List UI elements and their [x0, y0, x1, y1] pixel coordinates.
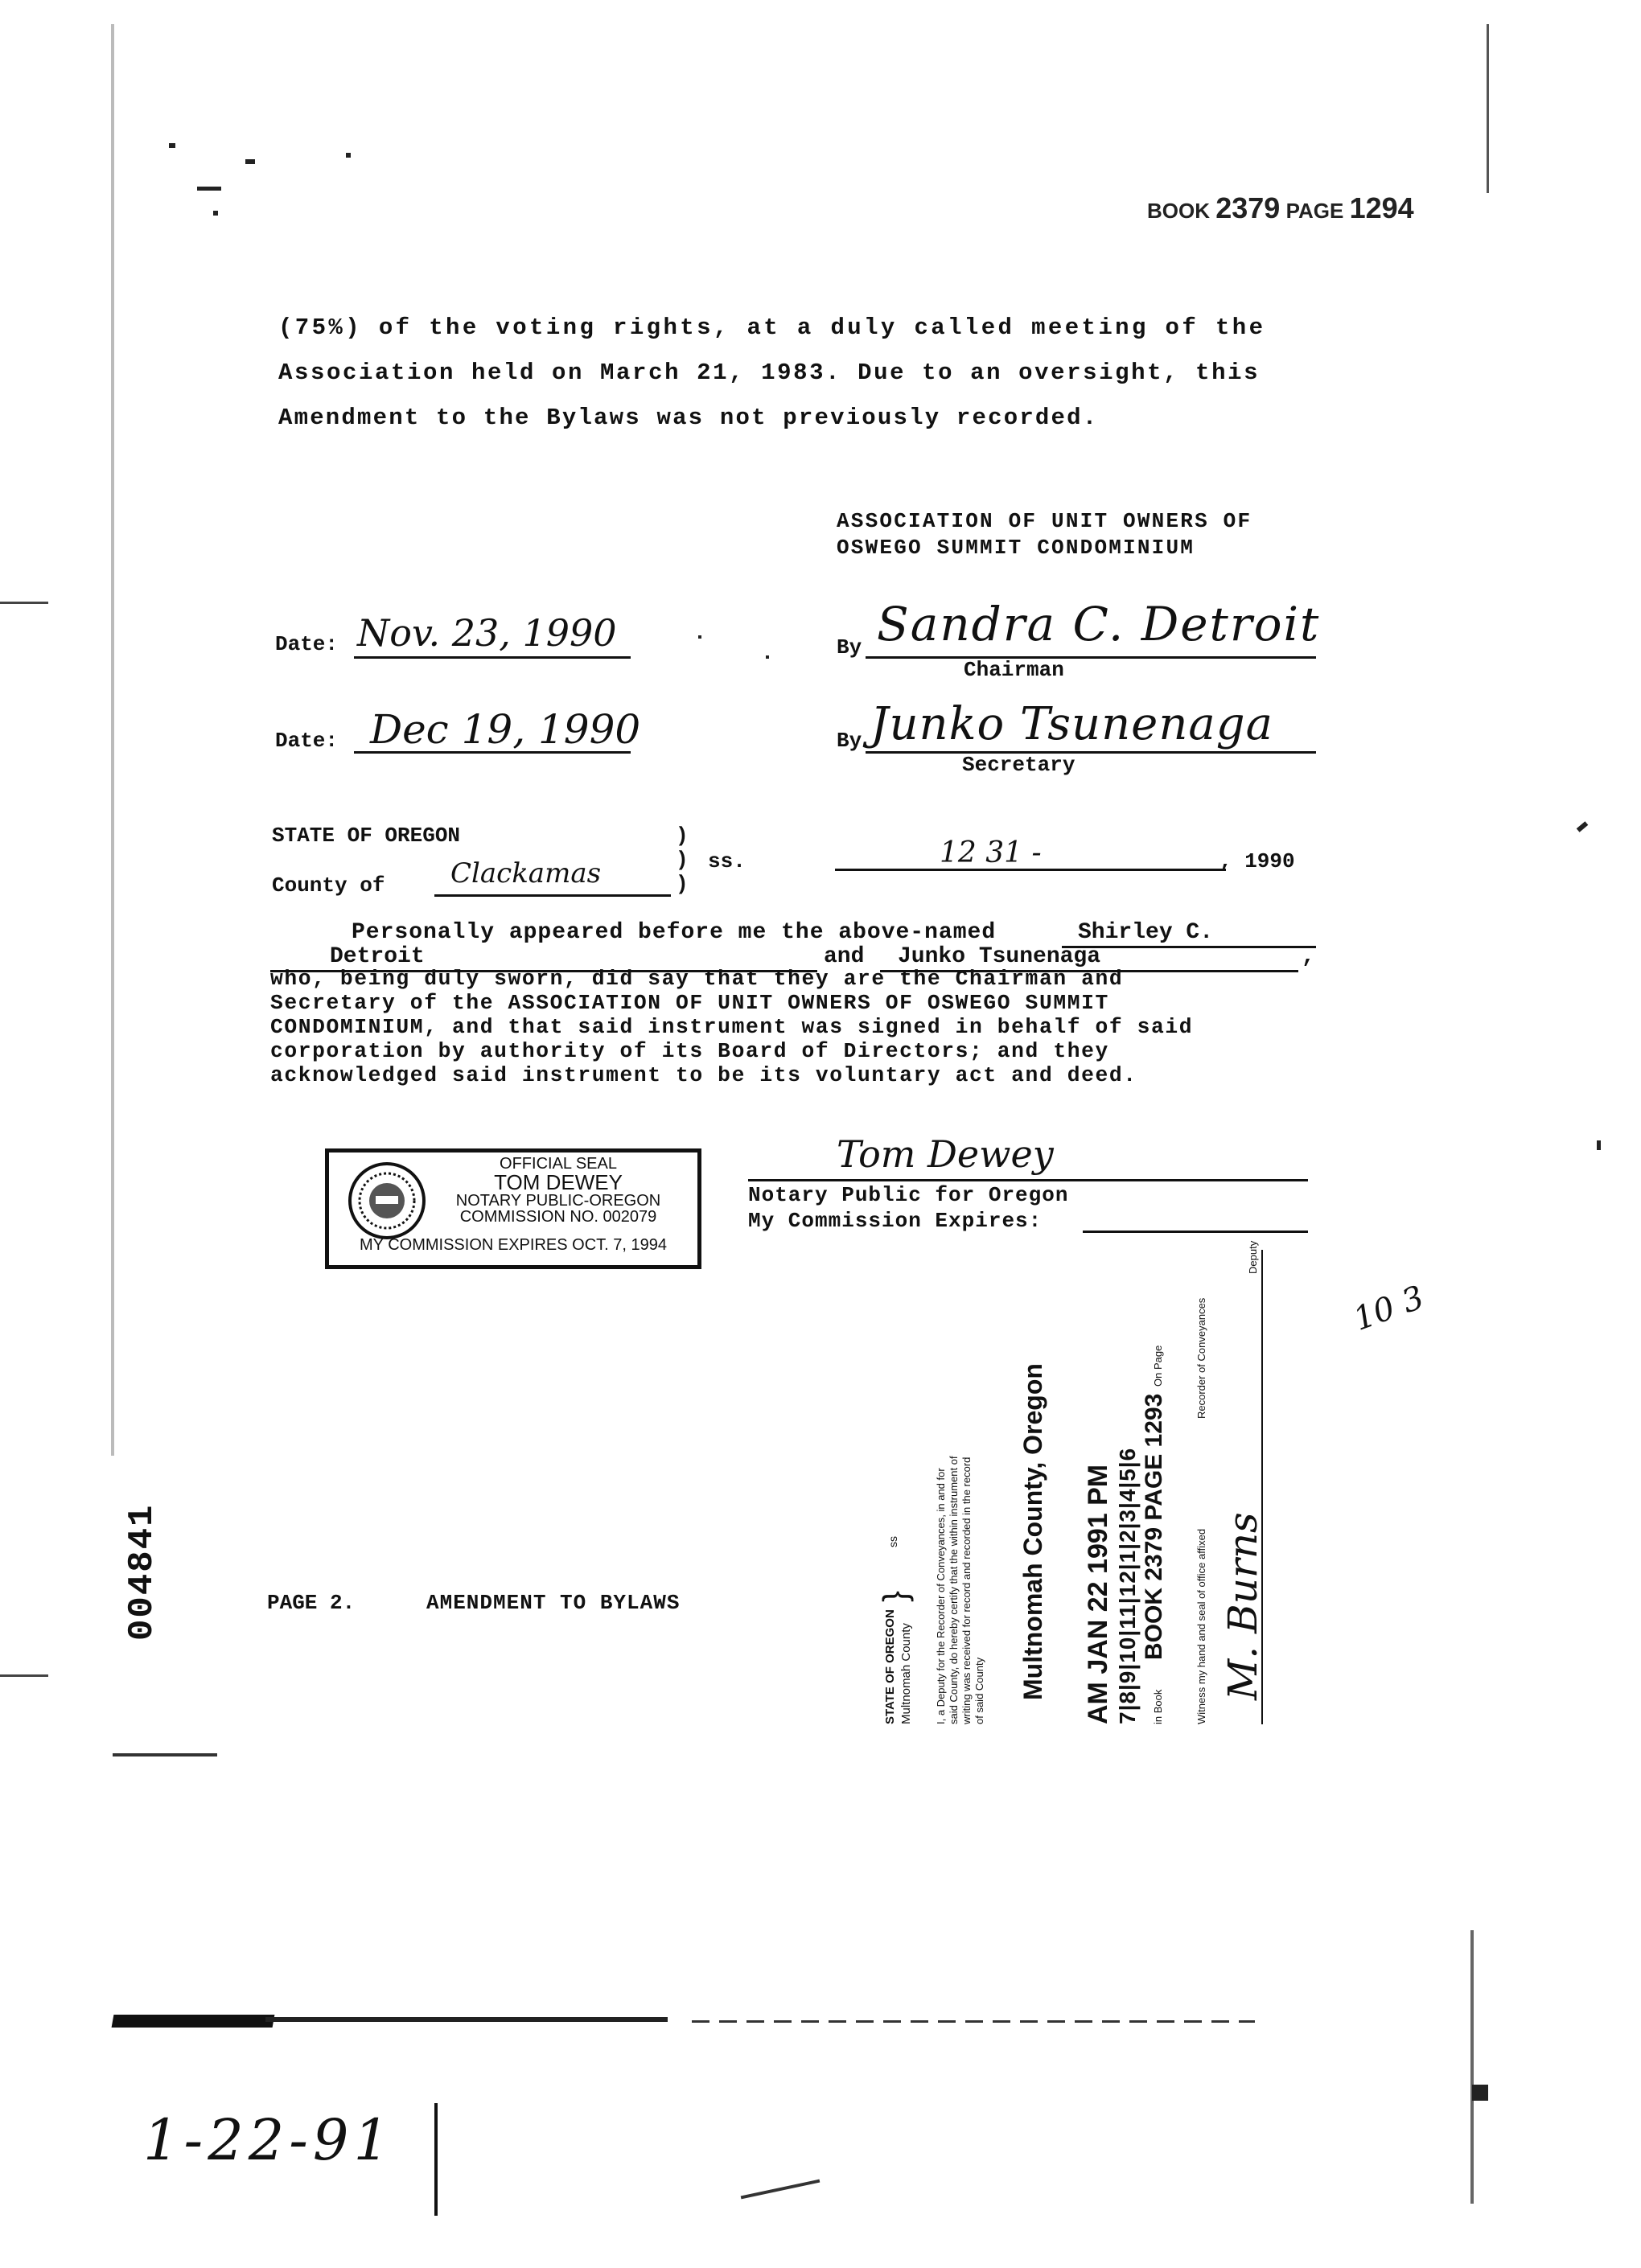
by-label-2: By	[837, 729, 862, 753]
speck	[741, 2180, 820, 2200]
stamp-date: AM JAN 22 1991 PM	[1083, 1464, 1113, 1724]
scan-edge-right-bottom	[1470, 1930, 1474, 2204]
venue-date-line	[835, 869, 1226, 871]
venue-year: , 1990	[1219, 849, 1295, 873]
margin-handwritten-mark: 10 3	[1348, 1279, 1429, 1338]
speck	[213, 211, 218, 216]
scan-edge-right-top	[1487, 24, 1489, 193]
speck-bar	[265, 2017, 668, 2022]
by-label-1: By	[837, 635, 862, 659]
county-line	[434, 894, 671, 897]
notary-title: Notary Public for Oregon	[748, 1183, 1069, 1207]
speck	[1472, 2085, 1488, 2101]
speck	[113, 1753, 217, 1756]
stamp-witness: Witness my hand and seal of office affixed	[1195, 1528, 1207, 1724]
recording-stamp	[876, 1202, 1266, 1724]
book-label: BOOK	[1147, 199, 1210, 223]
venue-state: STATE OF OREGON	[272, 824, 461, 848]
stamp-certification	[935, 1456, 986, 1724]
county-label: County of	[272, 873, 385, 898]
stamp-deputy: Deputy	[1247, 1240, 1259, 1274]
body-line-2: Association held on March 21, 1983. Due to an oversight, this	[278, 360, 1261, 386]
ack-line-5: acknowledged said instrument to be its voluntary act and deed.	[270, 1063, 1137, 1087]
speck	[197, 187, 221, 191]
speck	[245, 159, 255, 164]
stamp-county: Multnomah County	[899, 1623, 913, 1724]
body-line-1: (75%) of the voting rights, at a duly called meeting of the	[278, 314, 1266, 341]
speck	[698, 635, 701, 639]
ack-intro: Personally appeared before me the above-named	[352, 920, 997, 945]
stamp-book-page: BOOK 2379 PAGE 1293	[1141, 1393, 1167, 1660]
association-line-2: OSWEGO SUMMIT CONDOMINIUM	[837, 536, 1195, 560]
speck	[1577, 821, 1589, 832]
county-value: Clackamas	[450, 857, 602, 890]
speck	[1597, 1140, 1601, 1150]
stamp-ss: ss	[886, 1536, 899, 1547]
ack-name-1a: Shirley C.	[1078, 920, 1214, 945]
scan-edge-left	[111, 24, 114, 1456]
speck	[0, 1674, 48, 1677]
body-paragraph	[278, 306, 1324, 441]
stamp-signature: M. Burns	[1219, 1512, 1266, 1700]
stamp-on-page: On Page	[1152, 1345, 1164, 1387]
state-seal-icon	[347, 1161, 427, 1241]
stamp-time-row: 7|8|9|10|11|12|1|2|3|4|5|6	[1115, 1447, 1140, 1724]
date-label-2: Date:	[275, 729, 339, 753]
ack-line-4: corporation by authority of its Board of Directors; and they	[270, 1039, 1109, 1063]
page-label: PAGE	[1285, 199, 1344, 223]
chairman-title: Chairman	[964, 658, 1064, 682]
seal-title: OFFICIAL SEAL	[500, 1155, 617, 1173]
ack-line-3: CONDOMINIUM, and that said instrument was signed in behalf of said	[270, 1015, 1194, 1039]
date-label-1: Date:	[275, 632, 339, 656]
stamp-brace: }	[876, 1590, 914, 1602]
speck-bar	[112, 2015, 275, 2028]
book-page-stamp	[1147, 191, 1414, 225]
venue-paren-2: )	[676, 848, 689, 872]
book-number: 2379	[1215, 191, 1281, 224]
chairman-line	[866, 656, 1316, 659]
page-number: 1294	[1349, 191, 1414, 224]
body-line-3: Amendment to the Bylaws was not previously recorded.	[278, 405, 1099, 431]
secretary-line	[866, 751, 1316, 754]
venue-paren-3: )	[676, 872, 689, 896]
association-heading	[837, 508, 1252, 561]
venue-date-value: 12 31 -	[940, 836, 1042, 869]
seal-name: TOM DEWEY	[494, 1170, 623, 1194]
venue-paren-1: )	[676, 824, 689, 848]
footer-page-label: PAGE 2.	[267, 1591, 356, 1615]
association-line-1: ASSOCIATION OF UNIT OWNERS OF	[837, 509, 1252, 533]
seal-line-1: NOTARY PUBLIC-OREGON	[455, 1192, 661, 1210]
speck	[766, 655, 769, 659]
seal-line-3: MY COMMISSION EXPIRES OCT. 7, 1994	[360, 1236, 667, 1254]
ack-name-2: Junko Tsunenaga	[898, 944, 1101, 969]
speck	[346, 153, 351, 158]
document-number: 004841	[122, 1503, 162, 1641]
stamp-cert-line-3: writing was received for record and recorded in the record	[960, 1457, 973, 1724]
chairman-signature: Sandra C. Detroit	[877, 597, 1321, 651]
date-1-line	[354, 656, 631, 659]
ack-and: and	[824, 944, 865, 969]
stamp-in-book: in Book	[1152, 1689, 1164, 1724]
ack-body	[270, 967, 1193, 1087]
notary-signature-line	[748, 1179, 1308, 1181]
seal-line-2: COMMISSION NO. 002079	[459, 1208, 657, 1226]
notary-expires-label: My Commission Expires:	[748, 1209, 1043, 1233]
stamp-state: STATE OF OREGON	[883, 1609, 897, 1724]
speck	[0, 602, 48, 604]
speck	[169, 143, 175, 148]
ack-line-2: Secretary of the ASSOCIATION OF UNIT OWNERS OF OSWEGO SUMMIT	[270, 991, 1109, 1015]
handwritten-date: 1-22-91	[143, 2107, 394, 2173]
venue-ss: ss.	[708, 849, 746, 873]
date-2-line	[354, 751, 631, 754]
ack-line-1: who, being duly sworn, did say that they are the Chairman and	[270, 967, 1124, 991]
stamp-recorder: Recorder of Conveyances	[1195, 1297, 1207, 1419]
seal-text	[434, 1156, 683, 1225]
date-2-value: Dec 19, 1990	[370, 706, 641, 753]
margin-rule	[434, 2103, 438, 2216]
secretary-signature: Junko Tsunenaga	[870, 698, 1274, 750]
stamp-county-big: Multnomah County, Oregon	[1018, 1363, 1047, 1700]
stamp-cert-line-4: of said County	[973, 1657, 985, 1724]
ack-name-1b: Detroit	[330, 944, 425, 969]
stamp-cert-line-1: I, a Deputy for the Recorder of Conveyances, in and for	[935, 1468, 947, 1724]
notary-seal	[325, 1148, 701, 1269]
notary-signature: Tom Dewey	[837, 1132, 1054, 1176]
date-1-value: Nov. 23, 1990	[357, 611, 617, 655]
ack-comma: ,	[1302, 944, 1315, 969]
footer-doc-title: AMENDMENT TO BYLAWS	[426, 1591, 681, 1615]
stamp-cert-line-2: said County, do hereby certify that the within instrument of	[948, 1456, 960, 1724]
stamp-signature-line	[1261, 1250, 1263, 1724]
speck-dashes	[692, 2020, 1255, 2023]
secretary-title: Secretary	[962, 753, 1075, 777]
